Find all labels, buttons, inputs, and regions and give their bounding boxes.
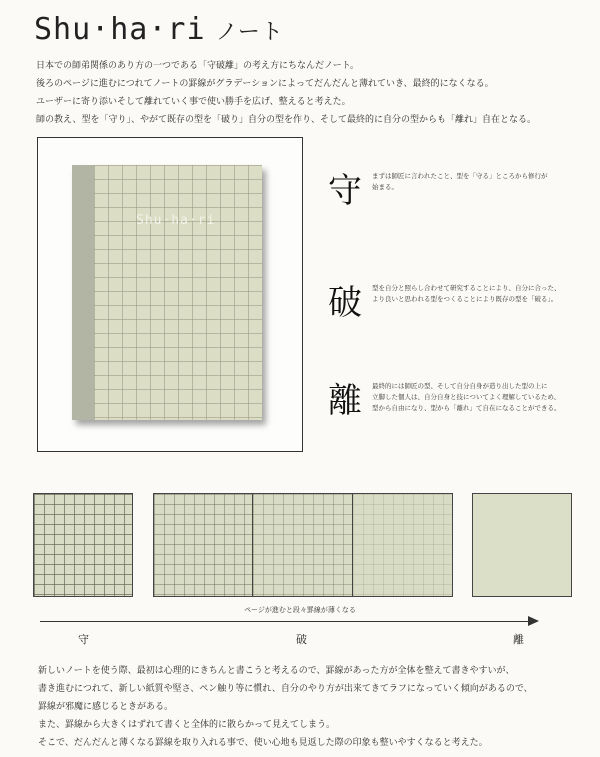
progression-arrow <box>40 621 530 622</box>
notebook-illustration <box>72 165 262 420</box>
notebook-cover-grid <box>94 165 262 420</box>
stage-label-shu: 守 <box>78 633 89 646</box>
principle-description <box>372 381 582 414</box>
outro-text <box>38 662 578 752</box>
stage-label-ri: 離 <box>513 633 524 646</box>
page-title <box>34 12 284 47</box>
grid-sample-light <box>252 493 353 597</box>
notebook-spine <box>72 165 94 420</box>
grid-sample-faint <box>352 493 453 597</box>
stage-label-ha: 破 <box>296 633 307 646</box>
principle-kanji: 守 <box>328 171 362 211</box>
description-line: 立脚した個人は、自分自身と技についてよく理解しているため、 <box>372 393 561 401</box>
title-subtitle: ノート <box>215 20 284 45</box>
intro-line: ユーザーに寄り添いそして離れていく事で使い勝手を広げ、整えると考えた。 <box>36 97 351 107</box>
outro-line: 罫線が邪魔に感じるときがある。 <box>38 702 174 712</box>
grid-sample-blank <box>472 493 572 597</box>
principle-kanji: 破 <box>328 283 362 323</box>
grid-sample-medium <box>153 493 253 597</box>
outro-line: また、罫線から大きくはずれて書くと全体的に散らかって見えてしまう。 <box>38 720 336 730</box>
title-main: Shu·ha·ri <box>34 12 206 47</box>
progression-caption: ページが進むと段々罫線が薄くなる <box>244 606 356 614</box>
intro-line: 師の教え、型を「守り」、やがて既存の型を「破り」自分の型を作り、そして最終的に自分の型からも「離れ」自在となる。 <box>36 115 537 125</box>
description-line: 最終的には師匠の型、そして自分自身が造り出した型の上に <box>372 382 548 390</box>
outro-line: 新しいノートを使う際、最初は心理的にきちんと書こうと考えるので、罫線があった方が全体を整えて書きやすいが、 <box>38 666 515 676</box>
notebook-cover-logo: Shu·ha·ri <box>136 213 216 228</box>
intro-text <box>36 57 576 129</box>
principle-description <box>372 283 582 305</box>
notebook-photo <box>37 137 303 452</box>
intro-line: 後ろのページに進むにつれてノートの罫線がグラデーションによってだんだんと薄れていき、最終的になくなる。 <box>36 79 494 89</box>
description-line: 型を自分と照らし合わせて研究することにより、自分に合った、 <box>372 284 561 292</box>
arrow-right-icon <box>528 616 539 626</box>
outro-line: そこで、だんだんと薄くなる罫線を取り入れる事で、使い心地も見返した際の印象も整いやすくなると考えた。 <box>38 738 488 748</box>
outro-line: 書き進むにつれて、新しい紙質や堅さ、ペン触り等に慣れ、自分のやり方が出来てきてラフになっていく傾向があるので、 <box>38 684 533 694</box>
description-line: より良いと思われる型をつくることにより既存の型を「破る」。 <box>372 295 558 303</box>
principle-kanji: 離 <box>328 381 362 421</box>
description-line: 始まる。 <box>372 183 398 191</box>
description-line: まずは師匠に言われたこと、型を「守る」ところから修行が <box>372 172 548 180</box>
description-line: 型から自由になり、型から「離れ」て自在になることができる。 <box>372 404 561 412</box>
principle-description <box>372 171 582 193</box>
grid-sample-dense <box>33 493 133 597</box>
intro-line: 日本での師弟関係のあり方の一つである「守破離」の考え方にちなんだノート。 <box>36 61 359 71</box>
